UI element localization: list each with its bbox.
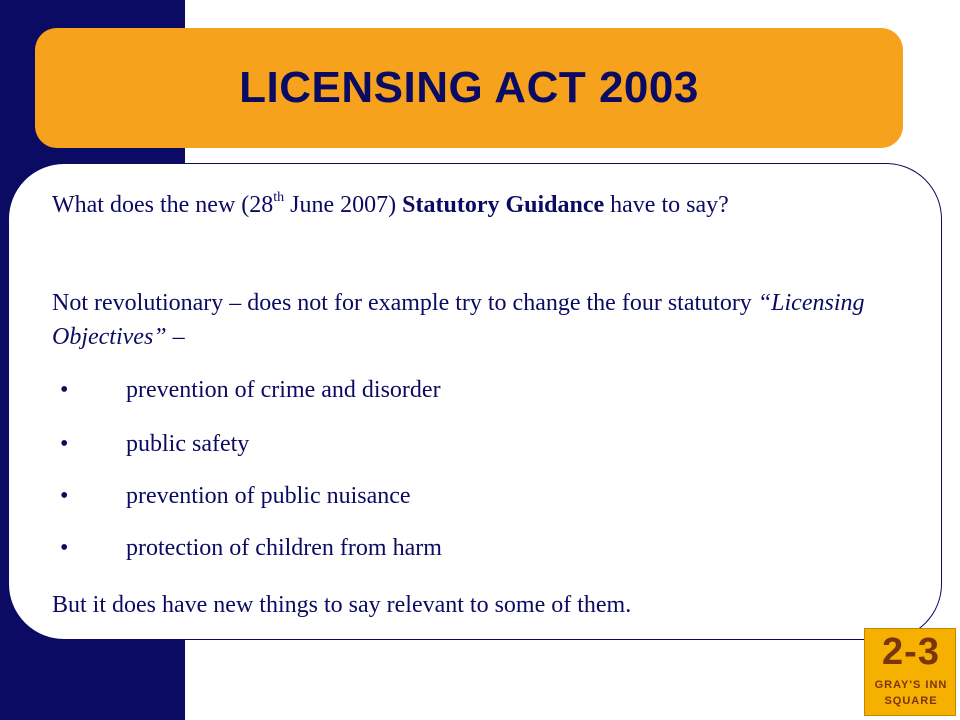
- bullet-text: prevention of crime and disorder: [126, 377, 441, 403]
- bullet-dot: •: [60, 377, 69, 403]
- bullet-text: protection of children from harm: [126, 535, 442, 561]
- logo-number: 2-3: [882, 631, 940, 673]
- intro-superscript: th: [273, 190, 285, 205]
- objectives-text-start: Not revolutionary – does not for example try to change the four statutory: [52, 290, 758, 316]
- logo-line-1: GRAY'S INN: [874, 679, 948, 691]
- slide-title: LICENSING ACT 2003: [239, 63, 699, 112]
- intro-text-mid: June 2007): [284, 192, 403, 218]
- intro-paragraph: [52, 188, 912, 222]
- closing-paragraph: But it does have new things to say relevant to some of them.: [52, 592, 632, 618]
- intro-text-start: What does the new (28: [52, 192, 274, 218]
- bullet-text: prevention of public nuisance: [126, 483, 411, 509]
- bullet-text: public safety: [126, 431, 250, 457]
- objectives-italic-term: “Licensing Objectives”: [52, 290, 865, 350]
- grays-inn-square-logo: [864, 628, 956, 716]
- bullet-dot: •: [60, 431, 69, 457]
- bullet-dot: •: [60, 535, 69, 561]
- bullet-dot: •: [60, 483, 69, 509]
- intro-text-end: have to say?: [604, 192, 729, 218]
- objectives-paragraph: [52, 286, 912, 354]
- intro-bold-term: Statutory Guidance: [402, 192, 605, 218]
- objectives-text-end: –: [166, 324, 185, 350]
- title-banner: [35, 28, 903, 148]
- logo-line-2: SQUARE: [884, 695, 938, 707]
